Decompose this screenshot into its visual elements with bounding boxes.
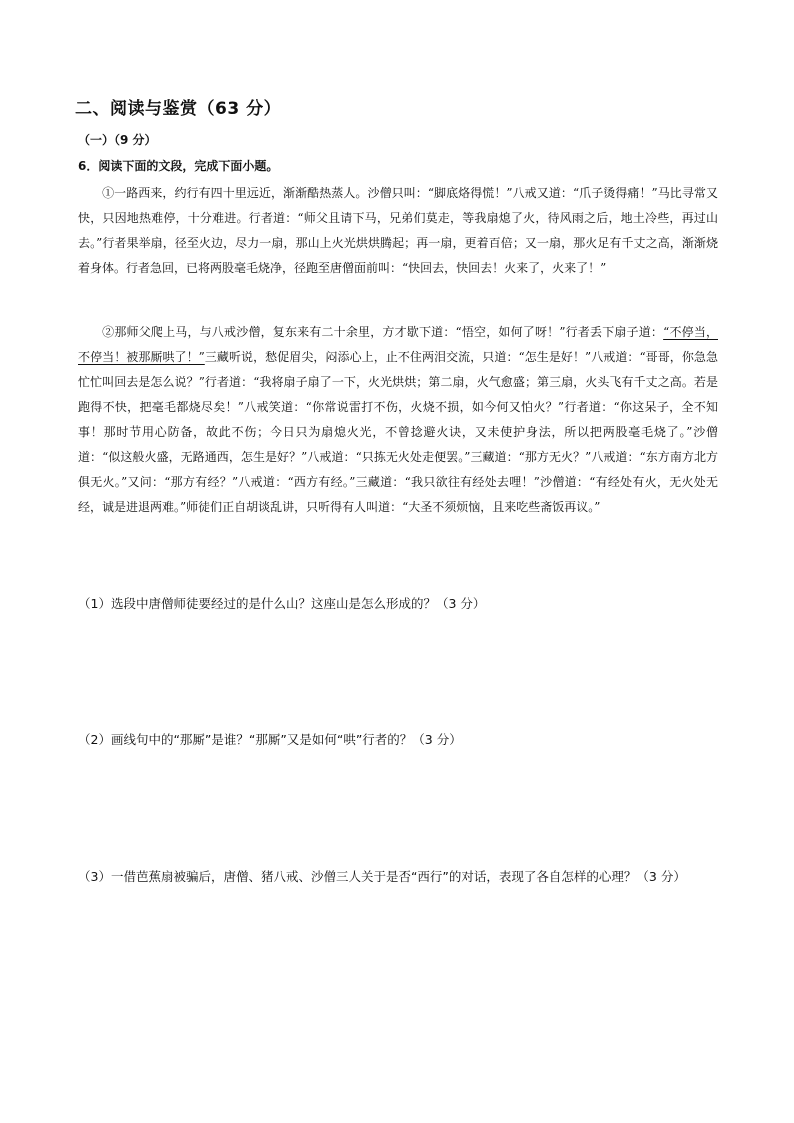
question-1: （1）选段中唐僧师徒要经过的是什么山？这座山是怎么形成的？（3 分） [78, 596, 486, 611]
passage-paragraph-2-text-after: 三藏听说，愁促眉尖，闷添心上，止不住两泪交流，只道：“怎生是好！”八戒道：“哥哥，你急急忙忙叫回去是怎么说？”行者道：“我将扇子扇了一下，火光烘烘；第二扇，火气愈盛；第三扇，火头飞有千丈之高。若是跑得不快，把毫毛都烧尽矣！”八戒笑道：“你常说雷打不伤，火烧不损，如今何又怕火？”行者道：“你这呆子，全不知事！那时节用心防备，故此不伤；今日只为扇熄火光，不曾捻避火诀，又未使护身法，所以把两股毫毛烧了。”沙僧道：“似这般火盛，无路通西，怎生是好？”八戒道：“只拣无火处走便罢。”三藏道：“那方无火？”八戒道：“东方南方北方俱无火。”又问：“那方有经？”八戒道：“西方有经。”三藏道：“我只欲往有经处去哩！”沙僧道：“有经处有火，无火处无经，诚是进退两难。”师徒们正自胡谈乱讲，只听得有人叫道：“大圣不须烦恼，且来吃些斋饭再议。” [78, 350, 718, 514]
passage-paragraph-1-text: ①一路西来，约行有四十里远近，渐渐酷热蒸人。沙僧只叫：“脚底烙得慌！”八戒又道：“爪子烫得痛！”马比寻常又快，只因地热难停，十分难进。行者道：“师父且请下马，兄弟们莫走，等我扇熄了火，待风雨之后，地土冷些，再过山去。”行者果举扇，径至火边，尽力一扇，那山上火光烘烘腾起；再一扇，更着百倍；又一扇，那火足有千丈之高，渐渐烧着身体。行者急回，已将两股毫毛烧净，径跑至唐僧面前叫：“快回去，快回去！火来了，火来了！” [78, 186, 718, 275]
passage-paragraph-2 [78, 320, 718, 520]
passage-paragraph-1 [78, 181, 718, 281]
part-title: （一）（9 分） [78, 133, 157, 147]
underlined-sentence: “不停当，不停当！被那厮哄了！” [78, 325, 718, 364]
question-2: （2）画线句中的“那厮”是谁？“那厮”又是如何“哄”行者的？（3 分） [78, 732, 462, 747]
question-6-instruction: 6．阅读下面的文段，完成下面小题。 [78, 159, 279, 173]
section-title: 二、阅读与鉴赏（63 分） [75, 99, 282, 119]
passage-paragraph-2-text-before: ②那师父爬上马，与八戒沙僧，复东来有二十余里，方才歇下道：“悟空，如何了呀！”行者丢下扇子道： [102, 325, 664, 339]
question-3: （3）一借芭蕉扇被骗后，唐僧、猪八戒、沙僧三人关于是否“西行”的对话，表现了各自怎样的心理？（3 分） [78, 869, 686, 884]
